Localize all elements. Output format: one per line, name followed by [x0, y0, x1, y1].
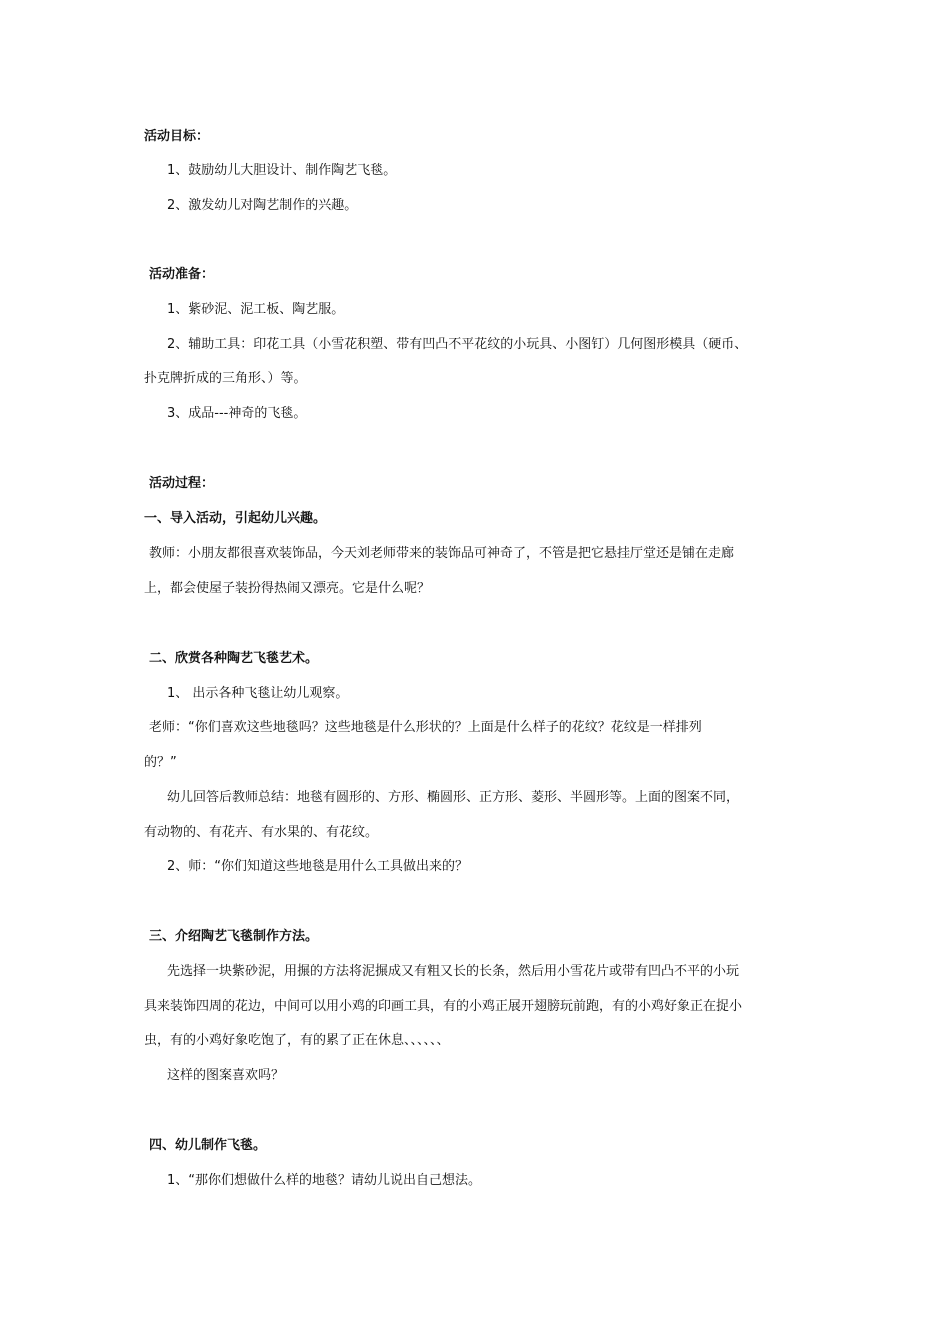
section-3-title: 三、介绍陶艺飞毯制作方法。 — [149, 929, 319, 944]
goals-heading: 活动目标： — [144, 129, 210, 144]
process-heading: 活动过程： — [149, 476, 215, 491]
section-2-item-2: 2、师：“你们知道这些地毯是用什么工具做出来的？ — [167, 859, 469, 874]
section-2-item-1: 1、 出示各种飞毯让幼儿观察。 — [167, 686, 349, 701]
section-2-question-line-1: 老师：“你们喜欢这些地毯吗？这些地毯是什么形状的？上面是什么样子的花纹？花纹是一样排列 — [149, 720, 702, 735]
goals-item-2: 2、激发幼儿对陶艺制作的兴趣。 — [167, 198, 358, 213]
prep-item-2-line-1: 2、辅助工具：印花工具（小雪花积塑、带有凹凸不平花纹的小玩具、小图钉）几何图形模具（硬币、 — [167, 337, 748, 352]
prep-item-3: 3、成品---神奇的飞毯。 — [167, 406, 307, 421]
section-3-para-line-2: 具来装饰四周的花边，中间可以用小鸡的印画工具，有的小鸡正展开翅膀玩前跑，有的小鸡好象正在捉小 — [144, 999, 743, 1014]
prep-item-2-line-2: 扑克牌折成的三角形、）等。 — [144, 371, 307, 386]
section-2-summary-line-2: 有动物的、有花卉、有水果的、有花纹。 — [144, 825, 379, 840]
section-4-item-1: 1、“那你们想做什么样的地毯？请幼儿说出自己想法。 — [167, 1173, 482, 1188]
section-1-para-line-1: 教师：小朋友都很喜欢装饰品，今天刘老师带来的装饰品可神奇了，不管是把它悬挂厅堂还是铺在走廊 — [149, 546, 735, 561]
goals-item-1: 1、鼓励幼儿大胆设计、制作陶艺飞毯。 — [167, 163, 397, 178]
section-4-title: 四、幼儿制作飞毯。 — [149, 1138, 267, 1153]
prep-item-1: 1、紫砂泥、泥工板、陶艺服。 — [167, 302, 345, 317]
section-2-summary-line-1: 幼儿回答后教师总结：地毯有圆形的、方形、椭圆形、正方形、菱形、半圆形等。上面的图案不同， — [167, 790, 740, 805]
section-3-para-line-1: 先选择一块紫砂泥，用搌的方法将泥搌成又有粗又长的长条，然后用小雪花片或带有凹凸不平的小玩 — [167, 964, 740, 979]
section-3-para-line-3: 虫，有的小鸡好象吃饱了，有的累了正在休息、、、、、、 — [144, 1033, 450, 1048]
section-3-para-line-4: 这样的图案喜欢吗？ — [167, 1068, 285, 1083]
section-1-para-line-2: 上，都会使屋子装扮得热闹又漂亮。它是什么呢？ — [144, 581, 431, 596]
section-2-title: 二、欣赏各种陶艺飞毯艺术。 — [149, 651, 319, 666]
section-2-question-line-2: 的？” — [144, 755, 177, 770]
section-1-title: 一、导入活动，引起幼儿兴趣。 — [144, 511, 327, 526]
prep-heading: 活动准备： — [149, 267, 215, 282]
